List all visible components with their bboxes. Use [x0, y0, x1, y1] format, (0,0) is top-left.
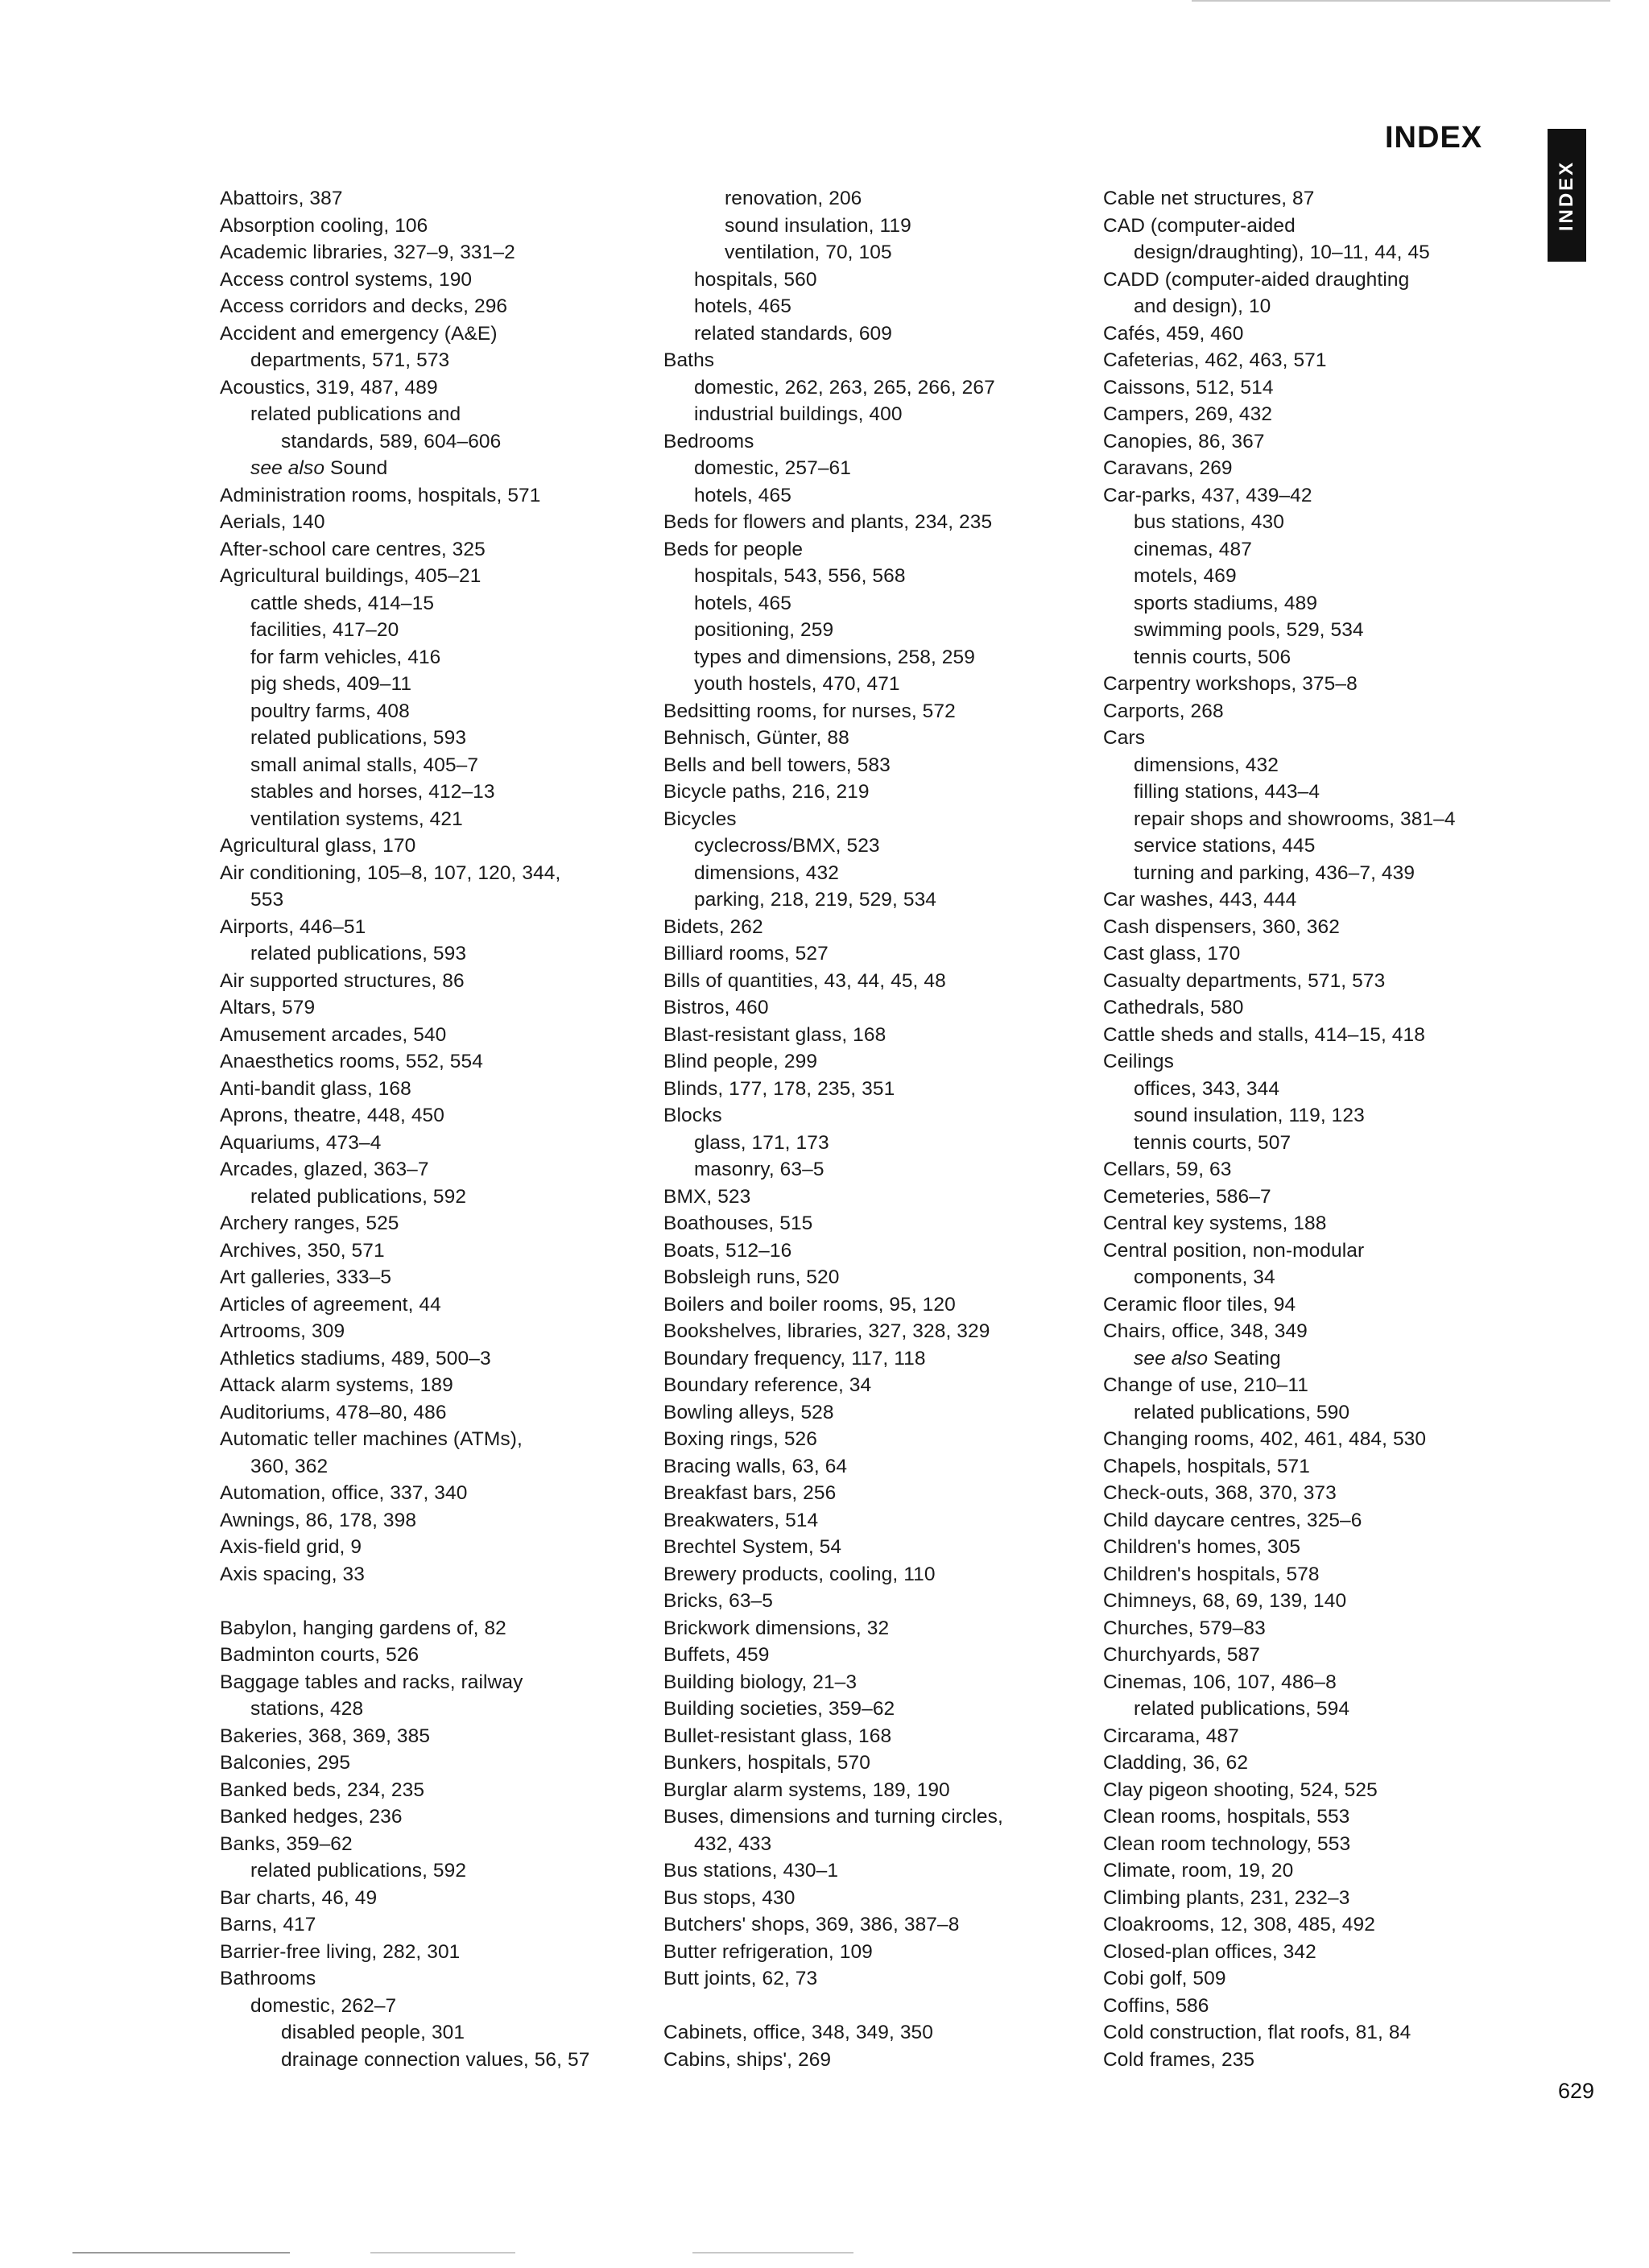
index-entry: Building biology, 21–3	[663, 1671, 858, 1693]
index-entry: Beds for flowers and plants, 234, 235	[663, 511, 993, 533]
index-entry: Carpentry workshops, 375–8	[1103, 673, 1358, 695]
index-entry: Beds for people	[663, 538, 804, 560]
index-subentry: cinemas, 487	[1134, 538, 1252, 560]
top-rule	[1192, 0, 1610, 2]
index-subentry: dimensions, 432	[694, 861, 839, 884]
index-entry: Billiard rooms, 527	[663, 943, 829, 965]
index-entry: Boathouses, 515	[663, 1212, 813, 1234]
index-entry: Cathedrals, 580	[1103, 997, 1244, 1018]
index-entry: Chairs, office, 348, 349	[1103, 1320, 1308, 1342]
index-column-3	[1103, 185, 1554, 2073]
index-entry: Barns, 417	[220, 1914, 316, 1935]
index-entry: Balconies, 295	[220, 1752, 351, 1774]
index-entry: Attack alarm systems, 189	[220, 1374, 453, 1396]
index-entry: Air supported structures, 86	[220, 969, 465, 992]
index-entry: Child daycare centres, 325–6	[1103, 1509, 1362, 1531]
index-subentry: domestic, 262, 263, 265, 266, 267	[694, 376, 995, 399]
index-entry: Butter refrigeration, 109	[663, 1940, 873, 1963]
index-subentry: related publications, 593	[250, 943, 467, 965]
index-subentry: drainage connection values, 56, 57	[281, 2048, 590, 2071]
index-entry: Cafeterias, 462, 463, 571	[1103, 349, 1327, 371]
index-entry: Artrooms, 309	[220, 1320, 345, 1342]
index-subentry: dimensions, 432	[1134, 754, 1279, 776]
index-entry: Butchers' shops, 369, 386, 387–8	[663, 1914, 960, 1935]
index-entry: Bicycles	[663, 808, 737, 830]
index-subentry: departments, 571, 573	[250, 349, 450, 371]
index-subentry: related publications, 590	[1134, 1401, 1350, 1423]
index-entry: Airports, 446–51	[220, 915, 366, 938]
index-entry: Changing rooms, 402, 461, 484, 530	[1103, 1428, 1427, 1450]
index-entry: Boats, 512–16	[663, 1239, 792, 1262]
index-entry: Children's homes, 305	[1103, 1536, 1301, 1558]
index-subentry: sports stadiums, 489	[1134, 592, 1318, 614]
index-subentry: standards, 589, 604–606	[281, 430, 502, 452]
index-entry: Behnisch, Günter, 88	[663, 727, 849, 749]
index-entry: Caissons, 512, 514	[1103, 376, 1274, 399]
index-entry: Check-outs, 368, 370, 373	[1103, 1482, 1337, 1504]
index-entry: Altars, 579	[220, 997, 316, 1018]
index-entry: Articles of agreement, 44	[220, 1293, 441, 1316]
index-entry: Bedsitting rooms, for nurses, 572	[663, 700, 956, 722]
index-subentry: positioning, 259	[694, 619, 834, 641]
index-subentry: service stations, 445	[1134, 835, 1316, 857]
index-entry: Cafés, 459, 460	[1103, 322, 1244, 345]
index-subentry: related standards, 609	[694, 322, 893, 345]
index-subentry: design/draughting), 10–11, 44, 45	[1134, 242, 1430, 263]
index-entry: Central key systems, 188	[1103, 1212, 1327, 1234]
index-subentry: 553	[250, 889, 284, 911]
index-entry: Boxing rings, 526	[663, 1428, 818, 1450]
index-entry: Bus stops, 430	[663, 1886, 796, 1909]
index-entry: Bakeries, 368, 369, 385	[220, 1725, 431, 1747]
index-subentry: for farm vehicles, 416	[250, 646, 441, 668]
index-entry: Car-parks, 437, 439–42	[1103, 484, 1312, 506]
index-entry: Ceramic floor tiles, 94	[1103, 1293, 1296, 1316]
index-entry: Blind people, 299	[663, 1051, 818, 1072]
index-entry: Boundary reference, 34	[663, 1374, 872, 1396]
index-entry: CADD (computer-aided draughting	[1103, 268, 1410, 291]
index-entry: Churchyards, 587	[1103, 1644, 1260, 1666]
index-subentry: sound insulation, 119, 123	[1134, 1105, 1365, 1126]
index-entry: Change of use, 210–11	[1103, 1374, 1309, 1396]
index-subentry: renovation, 206	[725, 188, 862, 209]
index-subentry: repair shops and showrooms, 381–4	[1134, 808, 1456, 830]
index-entry: Climbing plants, 231, 232–3	[1103, 1886, 1350, 1909]
index-entry: Clay pigeon shooting, 524, 525	[1103, 1778, 1378, 1801]
page-title: INDEX	[1385, 121, 1483, 155]
index-entry: Cable net structures, 87	[1103, 188, 1315, 209]
index-entry: Butt joints, 62, 73	[663, 1968, 818, 1989]
index-subentry: related publications, 594	[1134, 1698, 1350, 1720]
index-subentry: small animal stalls, 405–7	[250, 754, 479, 776]
index-entry: Banked hedges, 236	[220, 1806, 403, 1828]
index-subentry: disabled people, 301	[281, 2022, 465, 2043]
index-entry: Brechtel System, 54	[663, 1536, 842, 1558]
index-entry: Bicycle paths, 216, 219	[663, 781, 870, 803]
index-subentry: 360, 362	[250, 1455, 329, 1477]
index-subentry: related publications and	[250, 403, 461, 425]
index-entry: Axis-field grid, 9	[220, 1536, 362, 1558]
index-entry: Axis spacing, 33	[220, 1563, 366, 1585]
index-entry: Churches, 579–83	[1103, 1617, 1266, 1639]
index-entry: Blast-resistant glass, 168	[663, 1023, 886, 1046]
index-entry: Casualty departments, 571, 573	[1103, 969, 1386, 992]
cross-reference-target: Seating	[1208, 1347, 1281, 1369]
index-subentry: poultry farms, 408	[250, 700, 410, 722]
index-entry: Chapels, hospitals, 571	[1103, 1455, 1310, 1477]
index-subentry: 432, 433	[694, 1832, 772, 1855]
index-subentry: bus stations, 430	[1134, 511, 1284, 533]
index-entry: Agricultural glass, 170	[220, 835, 416, 857]
index-subentry	[1103, 1345, 1554, 1373]
index-entry: Buses, dimensions and turning circles,	[663, 1806, 1003, 1828]
index-entry: Bar charts, 46, 49	[220, 1886, 378, 1909]
index-subentry: domestic, 262–7	[250, 1994, 397, 2017]
index-subentry: youth hostels, 470, 471	[694, 673, 900, 695]
cross-reference-label: see also	[1134, 1347, 1209, 1369]
index-entry: Access control systems, 190	[220, 268, 473, 291]
index-entry: Anaesthetics rooms, 552, 554	[220, 1051, 483, 1072]
index-entry: Brickwork dimensions, 32	[663, 1617, 890, 1639]
letter-group-gap	[663, 1993, 1098, 2020]
index-entry: Cinemas, 106, 107, 486–8	[1103, 1671, 1337, 1693]
index-entry: Bus stations, 430–1	[663, 1860, 839, 1882]
index-entry: After-school care centres, 325	[220, 538, 486, 560]
index-entry: Amusement arcades, 540	[220, 1023, 447, 1046]
index-entry: Bistros, 460	[663, 997, 769, 1018]
index-entry: Acoustics, 319, 487, 489	[220, 376, 438, 399]
index-entry: Bidets, 262	[663, 915, 763, 938]
index-entry: Boilers and boiler rooms, 95, 120	[663, 1293, 956, 1316]
bottom-rule	[370, 2252, 515, 2254]
index-entry: Cobi golf, 509	[1103, 1968, 1226, 1989]
index-entry: Badminton courts, 526	[220, 1644, 419, 1666]
index-entry: Breakwaters, 514	[663, 1509, 819, 1531]
index-entry: Closed-plan offices, 342	[1103, 1940, 1316, 1963]
index-entry: Cash dispensers, 360, 362	[1103, 915, 1340, 938]
index-subentry: facilities, 417–20	[250, 619, 399, 641]
index-entry: Bobsleigh runs, 520	[663, 1266, 840, 1288]
index-entry: Banks, 359–62	[220, 1832, 353, 1855]
index-entry: Bullet-resistant glass, 168	[663, 1725, 892, 1747]
index-entry: Climate, room, 19, 20	[1103, 1860, 1294, 1882]
index-entry: Cabinets, office, 348, 349, 350	[663, 2022, 933, 2043]
index-entry: Agricultural buildings, 405–21	[220, 565, 481, 587]
index-entry: Chimneys, 68, 69, 139, 140	[1103, 1590, 1347, 1612]
index-subentry: hospitals, 543, 556, 568	[694, 565, 906, 587]
cross-reference-label: see also	[250, 457, 325, 479]
index-subentry: stables and horses, 412–13	[250, 781, 495, 803]
index-subentry: ventilation systems, 421	[250, 808, 463, 830]
index-column-1	[220, 185, 655, 2073]
index-subentry: sound insulation, 119	[725, 214, 911, 237]
index-column-2	[663, 185, 1098, 2073]
section-tab-label: INDEX	[1556, 159, 1578, 231]
index-entry: Automatic teller machines (ATMs),	[220, 1428, 523, 1450]
index-subentry: types and dimensions, 258, 259	[694, 646, 975, 668]
index-subentry: glass, 171, 173	[694, 1131, 829, 1154]
index-subentry: hotels, 465	[694, 592, 791, 614]
index-entry: Access corridors and decks, 296	[220, 295, 508, 317]
index-entry: Athletics stadiums, 489, 500–3	[220, 1347, 491, 1369]
index-entry: Buffets, 459	[663, 1644, 770, 1666]
index-entry: Ceilings	[1103, 1051, 1174, 1072]
index-entry: BMX, 523	[663, 1185, 751, 1208]
index-entry: Bathrooms	[220, 1968, 316, 1989]
index-entry: Cattle sheds and stalls, 414–15, 418	[1103, 1023, 1425, 1046]
index-entry: Clean rooms, hospitals, 553	[1103, 1806, 1350, 1828]
index-subentry: and design), 10	[1134, 295, 1271, 317]
index-entry: Aerials, 140	[220, 511, 325, 533]
index-entry: Bowling alleys, 528	[663, 1401, 834, 1423]
index-subentry: industrial buildings, 400	[694, 403, 903, 425]
index-entry: Academic libraries, 327–9, 331–2	[220, 242, 515, 263]
index-entry: Baths	[663, 349, 715, 371]
index-entry: Art galleries, 333–5	[220, 1266, 392, 1288]
index-entry: Cladding, 36, 62	[1103, 1752, 1249, 1774]
index-subentry: filling stations, 443–4	[1134, 781, 1320, 803]
index-entry: Cars	[1103, 727, 1146, 749]
index-entry: Bills of quantities, 43, 44, 45, 48	[663, 969, 946, 992]
index-entry: Caravans, 269	[1103, 457, 1233, 479]
index-subentry: tennis courts, 506	[1134, 646, 1292, 668]
index-subentry	[220, 455, 655, 482]
index-entry: Bricks, 63–5	[663, 1590, 774, 1612]
index-entry: Bunkers, hospitals, 570	[663, 1752, 870, 1774]
index-entry: Arcades, glazed, 363–7	[220, 1159, 429, 1180]
index-subentry: related publications, 593	[250, 727, 467, 749]
index-subentry: hotels, 465	[694, 484, 791, 506]
index-subentry: parking, 218, 219, 529, 534	[694, 889, 937, 911]
index-entry: Babylon, hanging gardens of, 82	[220, 1617, 506, 1639]
index-subentry: offices, 343, 344	[1134, 1077, 1280, 1100]
index-entry: Cabins, ships', 269	[663, 2048, 832, 2071]
index-entry: Canopies, 86, 367	[1103, 430, 1265, 452]
index-entry: Building societies, 359–62	[663, 1698, 895, 1720]
index-entry: Cold construction, flat roofs, 81, 84	[1103, 2022, 1411, 2043]
bottom-rule	[72, 2252, 290, 2254]
index-subentry: masonry, 63–5	[694, 1159, 824, 1180]
index-entry: Automation, office, 337, 340	[220, 1482, 468, 1504]
index-entry: Bells and bell towers, 583	[663, 754, 891, 776]
index-entry: Abattoirs, 387	[220, 188, 343, 209]
index-subentry: ventilation, 70, 105	[725, 242, 892, 263]
index-entry: Circarama, 487	[1103, 1725, 1239, 1747]
cross-reference-target: Sound	[324, 457, 388, 479]
index-entry: Aprons, theatre, 448, 450	[220, 1105, 444, 1126]
index-entry: Campers, 269, 432	[1103, 403, 1273, 425]
index-entry: Auditoriums, 478–80, 486	[220, 1401, 447, 1423]
index-entry: Blinds, 177, 178, 235, 351	[663, 1077, 895, 1100]
index-subentry: tennis courts, 507	[1134, 1131, 1292, 1154]
index-entry: Cellars, 59, 63	[1103, 1159, 1232, 1180]
index-subentry: components, 34	[1134, 1266, 1275, 1288]
index-entry: CAD (computer-aided	[1103, 214, 1296, 237]
index-entry: Breakfast bars, 256	[663, 1482, 837, 1504]
index-entry: Banked beds, 234, 235	[220, 1778, 425, 1801]
index-entry: Boundary frequency, 117, 118	[663, 1347, 926, 1369]
index-entry: Clean room technology, 553	[1103, 1832, 1351, 1855]
index-entry: Bedrooms	[663, 430, 754, 452]
index-entry: Blocks	[663, 1105, 722, 1126]
page-number: 629	[1558, 2079, 1595, 2103]
index-subentry: swimming pools, 529, 534	[1134, 619, 1364, 641]
index-entry: Absorption cooling, 106	[220, 214, 428, 237]
index-entry: Archery ranges, 525	[220, 1212, 399, 1234]
index-subentry: cattle sheds, 414–15	[250, 592, 435, 614]
index-entry: Archives, 350, 571	[220, 1239, 385, 1262]
index-entry: Cold frames, 235	[1103, 2048, 1255, 2071]
index-entry: Bookshelves, libraries, 327, 328, 329	[663, 1320, 990, 1342]
index-entry: Awnings, 86, 178, 398	[220, 1509, 417, 1531]
index-entry: Cast glass, 170	[1103, 943, 1241, 965]
index-entry: Accident and emergency (A&E)	[220, 322, 498, 345]
index-entry: Brewery products, cooling, 110	[663, 1563, 936, 1585]
index-subentry: motels, 469	[1134, 565, 1237, 587]
index-entry: Cemeteries, 586–7	[1103, 1185, 1271, 1208]
index-entry: Car washes, 443, 444	[1103, 889, 1297, 911]
index-subentry: related publications, 592	[250, 1860, 467, 1882]
index-subentry: turning and parking, 436–7, 439	[1134, 861, 1415, 884]
index-entry: Anti-bandit glass, 168	[220, 1077, 411, 1100]
index-entry: Burglar alarm systems, 189, 190	[663, 1778, 950, 1801]
index-entry: Air conditioning, 105–8, 107, 120, 344,	[220, 861, 561, 884]
index-entry: Baggage tables and racks, railway	[220, 1671, 523, 1693]
index-subentry: pig sheds, 409–11	[250, 673, 412, 695]
index-entry: Aquariums, 473–4	[220, 1131, 382, 1154]
index-entry: Bracing walls, 63, 64	[663, 1455, 848, 1477]
index-subentry: domestic, 257–61	[694, 457, 852, 479]
index-entry: Administration rooms, hospitals, 571	[220, 484, 541, 506]
letter-group-gap	[220, 1588, 655, 1615]
index-subentry: related publications, 592	[250, 1185, 467, 1208]
bottom-rule	[692, 2252, 853, 2254]
index-entry: Carports, 268	[1103, 700, 1224, 722]
index-entry: Cloakrooms, 12, 308, 485, 492	[1103, 1914, 1375, 1935]
index-subentry: cyclecross/BMX, 523	[694, 835, 880, 857]
index-entry: Central position, non-modular	[1103, 1239, 1365, 1262]
index-entry: Coffins, 586	[1103, 1994, 1209, 2017]
index-entry: Children's hospitals, 578	[1103, 1563, 1320, 1585]
index-subentry: hotels, 465	[694, 295, 791, 317]
index-entry: Barrier-free living, 282, 301	[220, 1940, 461, 1963]
index-subentry: hospitals, 560	[694, 268, 817, 291]
index-subentry: stations, 428	[250, 1698, 364, 1720]
